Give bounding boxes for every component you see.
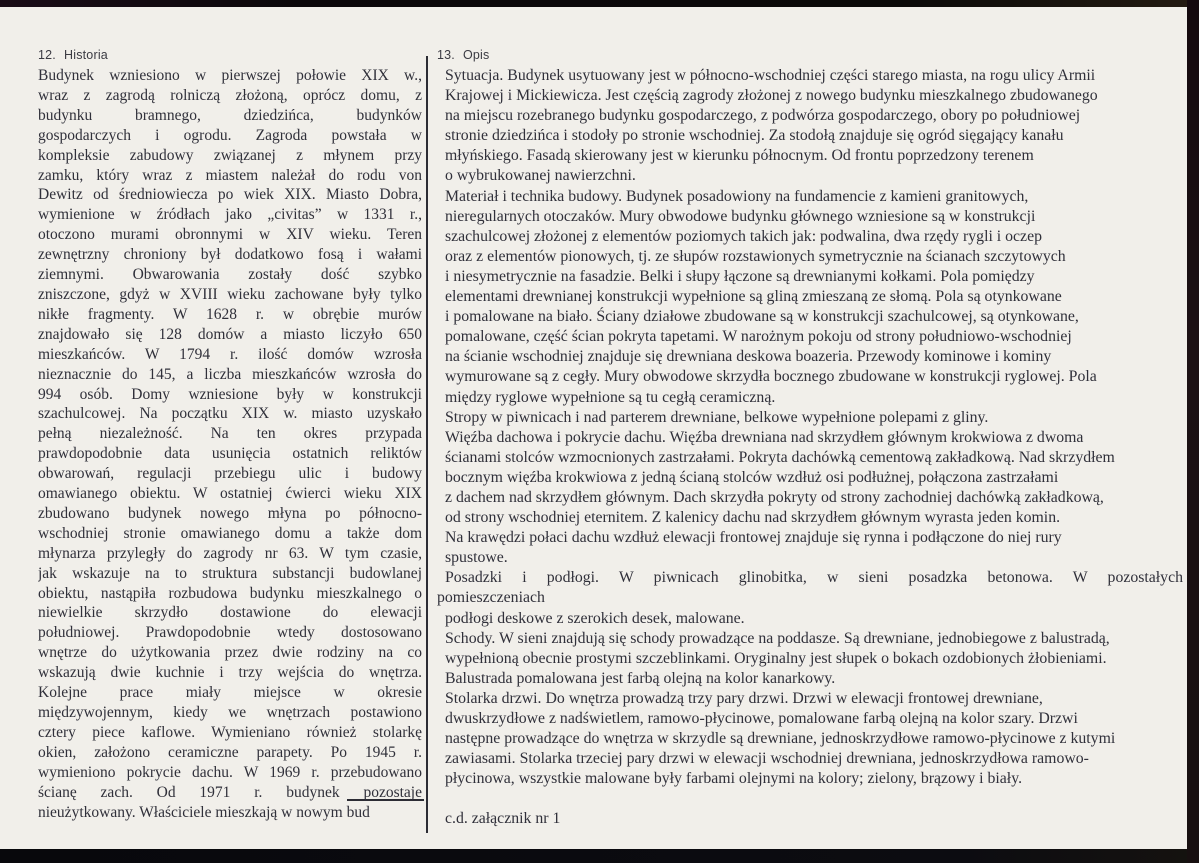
text-line: wnętrze do użytkowania przez dwie rodziny na co: [38, 644, 422, 662]
text-line: wymieniono pokrycie dachu. W 1969 r. przebudowano: [38, 763, 422, 781]
text-line: zamku, który wraz z miastem należał do rodu von: [38, 166, 422, 184]
text-line: pomalowane, część ścian pokryta tapetami. W narożnym pokoju od strony południowo-wschodniej: [445, 328, 1072, 346]
text-line: prawdopodobnie data usunięcia ostatnich reliktów: [38, 445, 422, 463]
text-line: Balustrada pomalowana jest farbą olejną na kolor kanarkowy.: [445, 669, 836, 687]
text-line: i niesymetrycznie na fasadzie. Belki i słupy łączone są drewnianymi kołkami. Pola pomiędzy: [445, 267, 1035, 285]
text-line: Budynek wzniesiono w pierwszej połowie XIX w.,: [38, 67, 422, 84]
text-line: wypełnioną obecnie prostymi szczeblinkami. Oryginalny jest słupek o bokach ozdobionych żłobieniami.: [445, 649, 1107, 667]
text-line: c.d. załącznik nr 1: [445, 810, 561, 828]
text-line: zbudowano budynek nowego młyna po północno-: [38, 504, 422, 522]
text-line: o wybrukowanej nawierzchni.: [445, 167, 636, 185]
section-title: Opis: [462, 48, 490, 62]
section-title: Historia: [63, 48, 108, 62]
text-line: płycinowa, wszystkie malowane były farbami olejnymi na kolory; zielony, brązowy i biały.: [445, 770, 1023, 788]
section-historia: [38, 48, 422, 838]
text-line: oraz z elementów pionowych, tj. ze słupów rozstawionych symetrycznie na ścianach szczytowych: [445, 247, 1066, 265]
text-line: wymurowane są z cegły. Mury obwodowe skrzydła bocznego zbudowane w konstrukcji ryglowej. Pola: [445, 368, 1097, 386]
text-line: zewnętrzny chroniony był dodatkowo fosą i wałami: [38, 246, 422, 264]
text-line: Posadzki i podłogi. W piwnicach glinobitka, w sieni posadzka betonowa. W pozostałych: [445, 569, 1183, 587]
text-line: wskazują dwie kuchnie i trzy wejścia do wnętrza.: [38, 664, 422, 682]
scan-edge-top: [0, 0, 1199, 7]
text-line: ziemnymi. Obwarowania zostały dość szybko: [38, 266, 422, 284]
text-line: znajdowało się 128 domów a miasto liczyło 650: [38, 325, 422, 343]
text-line: młyńskiego. Fasadą skierowany jest w kierunku północnym. Od frontu poprzedzony terenem: [445, 147, 1034, 165]
text-line: zniszczone, gdyż w XVIII wieku zachowane były tylko: [38, 285, 422, 303]
text-line: nieznacznie do 145, a liczba mieszkańców wzrosła do: [38, 365, 422, 383]
text-line: Materiał i technika budowy. Budynek posadowiony na fundamencie z kamieni granitowych,: [445, 187, 1029, 205]
text-line: Sytuacja. Budynek usytuowany jest w północno-wschodniej części starego miasta, na rogu ulicy Armii: [445, 67, 1096, 84]
text-line: szachulcowej złożonej z elementów poziomych takich jak: podwalina, dwa rzędy rygli i oczep: [445, 227, 1042, 245]
section-body-opis: [437, 66, 1185, 830]
text-line: Schody. W sieni znajdują się schody prowadzące na poddasze. Są drewniane, jednobiegowe z balustradą,: [445, 629, 1110, 647]
text-line: spustowe.: [445, 549, 508, 567]
text-line: od strony wschodniej eternitem. Z kalenicy dachu nad skrzydłem głównym wyrasta jeden komin.: [445, 509, 1061, 527]
text-line: gospodarczych i ogrodu. Zagroda powstała w: [38, 126, 422, 144]
text-line: Stolarka drzwi. Do wnętrza prowadzą trzy pary drzwi. Drzwi w elewacji frontowej drewniane,: [445, 689, 1043, 707]
text-line: budynku bramnego, dziedzińca, budynków: [38, 106, 422, 124]
text-line: bocznym więźba krokwiowa z jedną ścianą stolców wzdłuż osi podłużnej, połączona zastrzałami: [445, 468, 1059, 486]
text-line: mieszkańców. W 1794 r. ilość domów wzrosła: [38, 345, 422, 363]
text-line: ścianę zach. Od 1971 r. budynek pozostaje: [38, 783, 422, 801]
text-line: omawianego obiektu. W ostatniej ćwierci wieku XIX: [38, 485, 422, 503]
scan-edge-right: [1187, 0, 1199, 863]
text-line: obwarowań, regulacji przebiegu ulic i budowy: [38, 465, 422, 483]
text-line: między ryglowe wypełnione są tu cegłą ceramiczną.: [445, 388, 776, 406]
text-line: obiektu, nastąpiła rozbudowa budynku mieszkalnego o: [38, 584, 422, 602]
text-line: wymienione w źródłach jako „civitas” w 1331 r.,: [38, 206, 422, 224]
text-line: Na krawędzi połaci dachu wzdłuż elewacji frontowej znajduje się rynna i podłączone do niej rury: [445, 529, 1062, 547]
text-line: Krajowej i Mickiewicza. Jest częścią zagrody złożonej z nowego budynku mieszkalnego zbudowanego: [445, 87, 1098, 105]
text-line: południowej. Prawdopodobnie wtedy dostosowano: [38, 624, 422, 642]
text-line: pomieszczeniach: [437, 589, 545, 607]
section-heading-opis: [437, 48, 1185, 63]
text-line: podłogi deskowe z szerokich desek, malowane.: [445, 609, 745, 627]
text-line: szachulcowej. Na początku XIX w. miasto uzyskało: [38, 405, 422, 423]
text-line: nieużytkowany. Właściciele mieszkają w nowym bud: [38, 803, 370, 821]
text-line: zawiasami. Stolarka trzeciej pary drzwi w elewacji wschodniej drewniana, jednoskrzydłowa ramowo-: [445, 750, 1089, 768]
text-line: Dewitz od średniowiecza po wiek XIX. Miasto Dobra,: [38, 186, 422, 204]
text-line: kompleksie zabudowy związanej z młynem przy: [38, 146, 422, 164]
text-line: niewielkie skrzydło dostawione do elewacji: [38, 604, 422, 622]
text-line: na miejscu rozebranego budynku gospodarczego, z podwórza gospodarczego, obory po południowej: [445, 107, 1081, 125]
section-body-historia: [38, 66, 422, 822]
text-line: stronie dziedzińca i stodoły po stronie wschodniej. Za stodołą znajduje się ogród sięgający kanału: [445, 127, 1064, 145]
scan-edge-bottom: [0, 849, 1199, 863]
text-line: nikłe fragmenty. W 1628 r. w obrębie murów: [38, 305, 422, 323]
section-number: 13.: [437, 48, 455, 62]
section-number: 12.: [38, 48, 56, 62]
text-line: dwuskrzydłowe z nadświetlem, ramowo-płycinowe, pomalowane farbą olejną na kolor szary. Drzwi: [445, 710, 1078, 727]
text-line: i pomalowane na biało. Ściany działowe zbudowane są w konstrukcji szachulcowej, są otynkowane,: [445, 308, 1079, 326]
text-line: z dachem nad skrzydłem głównym. Dach skrzydła pokryty od strony zachodniej dachówką zakładkową,: [445, 488, 1104, 506]
text-line: otoczono murami obronnymi w XIV wieku. Teren: [38, 226, 422, 244]
section-opis: [437, 48, 1185, 838]
text-line: następne prowadzące do wnętrza w skrzydle są drewniane, jednoskrzydłowe ramowo-płycinowe z kutymi: [445, 730, 1116, 748]
text-line: Więźba dachowa i pokrycie dachu. Więźba drewniana nad skrzydłem głównym krokwiowa z dwoma: [445, 428, 1084, 446]
text-line: pełną niezależność. Na ten okres przypada: [38, 425, 422, 443]
text-line: nieregularnych otoczaków. Mury obwodowe budynku głównego wzniesione są w konstrukcji: [445, 207, 1036, 225]
section-heading-historia: [38, 48, 422, 63]
text-line: ścianami stolców wzmocnionych zastrzałami. Pokryta dachówką cementową zakładkową. Nad skrzydłem: [445, 448, 1115, 466]
column-divider-line: [426, 56, 428, 833]
text-line: cztery piece kaflowe. Wymieniano również stolarkę: [38, 723, 422, 741]
text-line: międzywojennym, kiedy we wnętrzach postawiono: [38, 704, 422, 721]
text-line: wraz z zagrodą rolniczą złożoną, oprócz domu, z: [38, 86, 422, 104]
text-line: jak wskazuje na to struktura substancji budowlanej: [38, 564, 422, 582]
text-line: na ścianie wschodniej znajduje się drewniana deskowa boazeria. Przewody kominowe i kominy: [445, 348, 1052, 366]
text-line: 994 osób. Domy wzniesione były w konstrukcji: [38, 385, 422, 403]
text-line: Kolejne prace miały miejsce w okresie: [38, 684, 422, 702]
text-line: okien, założono ceramiczne parapety. Po 1945 r.: [38, 743, 422, 761]
text-line: wschodniej stronie omawianego domu a także dom: [38, 524, 422, 542]
text-line: elementami drewnianej konstrukcji wypełnione są gliną zmieszaną ze słomą. Pola są otynkowane: [445, 288, 1062, 306]
text-line: młynarza przyległy do zagrody nr 63. W tym czasie,: [38, 544, 422, 562]
text-line: Stropy w piwnicach i nad parterem drewniane, belkowe wypełnione polepami z gliny.: [445, 408, 989, 426]
text-line: [437, 789, 1185, 809]
